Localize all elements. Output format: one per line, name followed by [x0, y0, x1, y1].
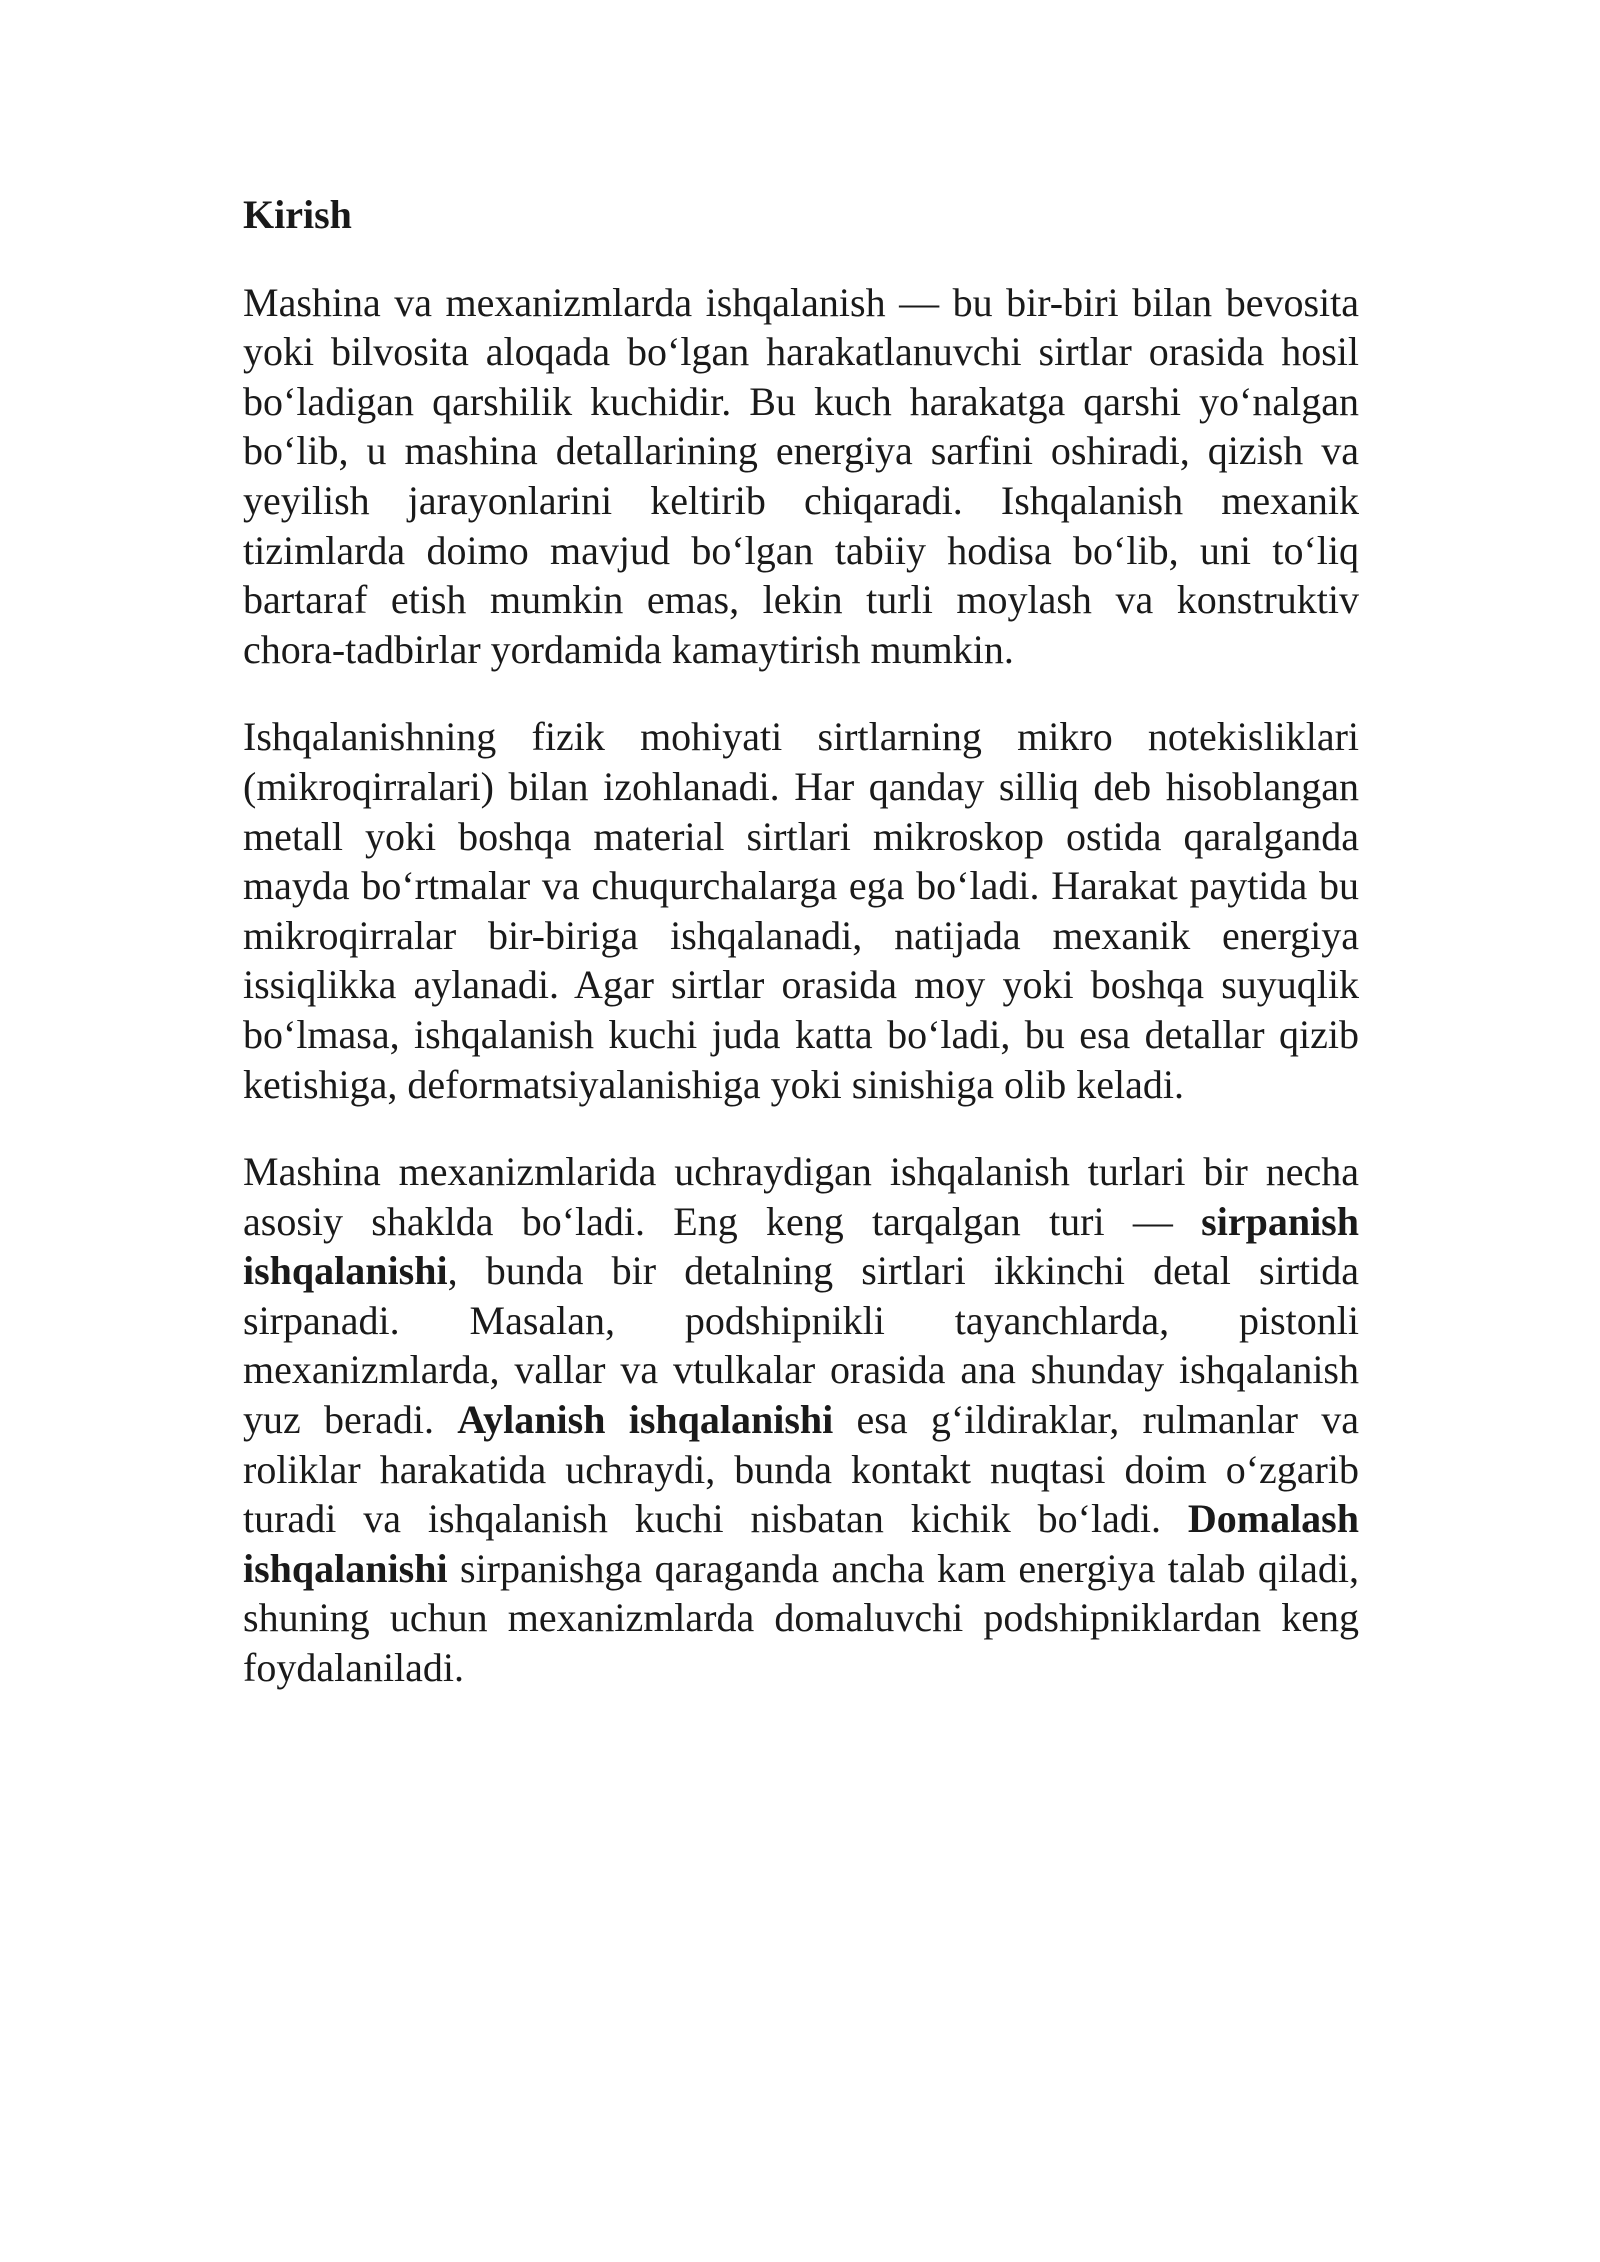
document-body: [243, 190, 1359, 1731]
paragraph-intro: Mashina va mexanizmlarda ishqalanish — bu bir-biri bilan bevosita yoki bilvosita aloqada bo‘lgan harakatlanuvchi sirtlar orasida hosil bo‘ladigan qarshilik kuchidir. Bu kuch harakatga qarshi yo‘nalgan bo‘lib, u mashina detallarining energiya sarfini oshiradi, qizish va yeyilish jarayonlarini keltirib chiqaradi. Ishqalanish mexanik tizimlarda doimo mavjud bo‘lgan tabiiy hodisa bo‘lib, uni to‘liq bartaraf etish mumkin emas, lekin turli moylash va konstruktiv chora-tadbirlar yordamida kamaytirish mumkin.: [243, 279, 1359, 672]
paragraph-friction-types: [243, 1147, 1359, 1693]
term-rolling-friction: Domalash ishqalanishi: [243, 1496, 1359, 1591]
section-heading: Kirish: [243, 192, 352, 237]
text-span: sirpanishga qaraganda ancha kam energiya talab qiladi, shuning uchun mexanizmlarda domaluvchi podshipniklardan keng foydalaniladi.: [243, 1545, 1359, 1691]
text-span: , bunda bir detalning sirtlari ikkinchi detal sirtida sirpanadi. Masalan, podshipnikli tayanchlarda, pistonli mexanizmlarda, vallar va vtulkalar orasida ana shunday ishqalanish yuz beradi.: [243, 1248, 1359, 1443]
paragraph-physics: Ishqalanishning fizik mohiyati sirtlarning mikro notekisliklari (mikroqirralari) bilan izohlanadi. Har qanday silliq deb hisoblangan metall yoki boshqa material sirtlari mikroskop ostida qaralganda mayda bo‘rtmalar va chuqurchalarga ega bo‘ladi. Harakat paytida bu mikroqirralar bir-biriga ishqalanadi, natijada mexanik energiya issiqlikka aylanadi. Agar sirtlar orasida moy yoki boshqa suyuqlik bo‘lmasa, ishqalanish kuchi juda katta bo‘ladi, bu esa detallar qizib ketishiga, deformatsiyalanishiga yoki sinishiga olib keladi.: [243, 714, 1359, 1107]
term-sliding-friction: sirpanish ishqalanishi: [243, 1198, 1359, 1294]
text-span: Mashina mexanizmlarida uchraydigan ishqalanish turlari bir necha asosiy shaklda bo‘ladi. Eng keng tarqalgan turi —: [243, 1149, 1359, 1244]
term-rotational-friction: Aylanish ishqalanishi: [457, 1397, 834, 1443]
text-span: esa g‘ildiraklar, rulmanlar va roliklar harakatida uchraydi, bunda kontakt nuqtasi doim o‘zgarib turadi va ishqalanish kuchi nisbatan kichik bo‘ladi.: [243, 1397, 1359, 1542]
